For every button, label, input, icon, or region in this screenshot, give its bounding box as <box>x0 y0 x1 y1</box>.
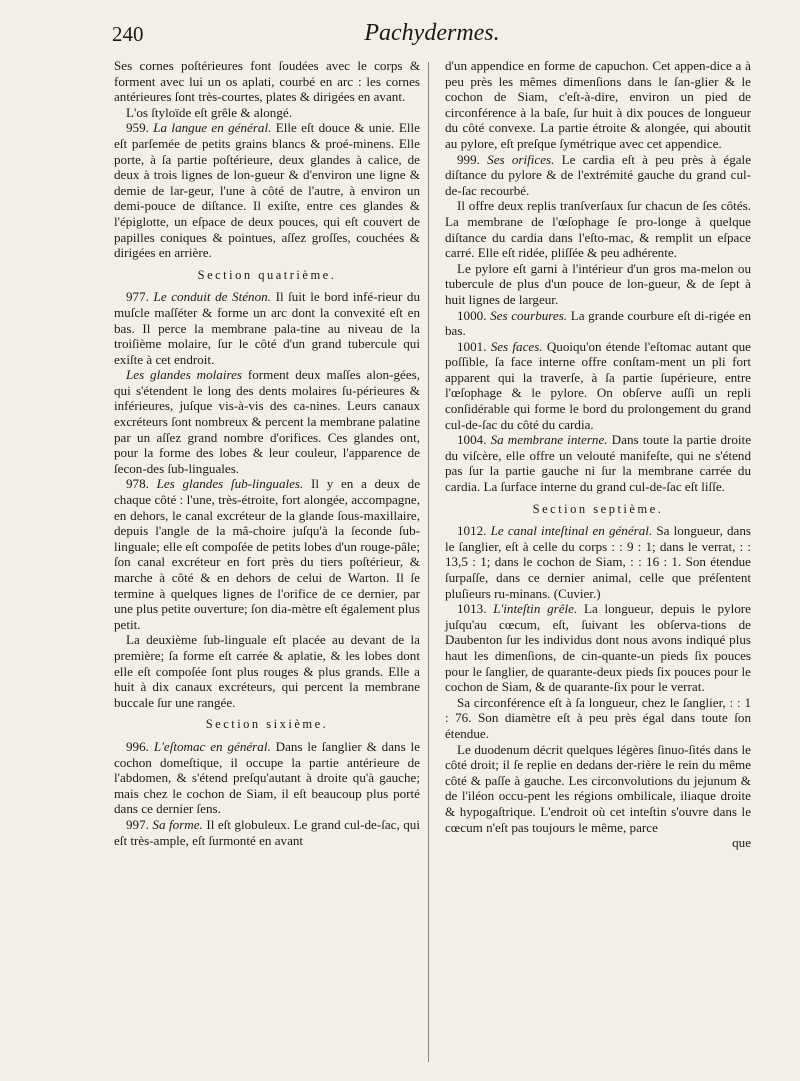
page-header <box>112 16 752 50</box>
section-heading: Section sixième. <box>205 717 329 732</box>
paragraph-title: Sa forme. <box>152 816 203 832</box>
paragraph-959 <box>114 120 420 260</box>
paragraph-number: 978. <box>126 476 149 492</box>
paragraph-continued: d'un appendice en forme de capuchon. Cet appen-dice a à peu près les mêmes dimenſions dans le ſan-glier & le cochon de Siam, c'eſt-à-dire, environ un pied de circonférence à la baſe, ſur huit à dix pouces de longueur du côté convexe. La partie étroite & alongée, qui aboutit au pylore, eſt preſque ſymétrique avec cet appendice. <box>445 58 751 151</box>
paragraph-number: 999. <box>457 151 480 167</box>
paragraph-1013 <box>445 601 751 695</box>
paragraph-number: 1000. <box>457 307 487 323</box>
paragraph-title: Le canal inteſtinal en général. <box>490 523 653 539</box>
column-divider <box>428 62 429 1062</box>
paragraph-os-styloide: L'os ſtyloïde eſt grêle & alongé. <box>126 104 292 120</box>
catchword: que <box>732 835 751 851</box>
paragraph-number: 1012. <box>457 523 487 539</box>
paragraph-text: Le cardia eſt à peu près à égale diſtance du pylore & de l'extrémité gauche du grand cul-de-ſac recourbé. <box>445 151 752 198</box>
paragraph-text: Il ſuit le bord infé-rieur du muſcle maſſéter & forme un arc dont la convexité eſt en bas. Il perce la membrane pala-tine au niveau de la troiſième molaire, ſur le côté d'un grand tubercule qui exiſte à cet endroit. <box>114 289 420 367</box>
paragraph-number: 1004. <box>457 432 487 448</box>
paragraph-text: Il eſt globuleux. Le grand cul-de-ſac, qui eſt très-ample, eſt ſurmonté en avant <box>114 816 420 848</box>
paragraph-977 <box>114 289 420 367</box>
right-column <box>445 58 751 851</box>
paragraph-978 <box>114 476 420 632</box>
paragraph-text: Quoiqu'on étende l'eſtomac autant que poſſible, ſa face interne offre conſtam-ment un pli fort apparent qui la traverſe, à ſa partie ſupérieure, entre l'œſophage & le pylore. On obſerve auſſi un repli conſidérable qui forme le bord du prolongement du grand cul-de-ſac du côté du cardia. <box>445 338 751 432</box>
page-number: 240 <box>112 22 144 46</box>
left-column <box>114 58 420 848</box>
paragraph-duodenum: Le duodenum décrit quelques légères ſinuo-ſités dans le côté droit; il ſe replie en dedans der-rière le rein du même côté & paſſe à gauche. Les circonvolutions du jejunum & de l'iléon occu-pent les régions ombilicale, iliaque droite & hypogaſtrique. L'endroit où cet inteſtin s'ouvre dans le cœcum n'eſt pas toujours le même, parce <box>445 741 751 835</box>
paragraph-997 <box>114 817 420 848</box>
paragraph-number: 996. <box>126 738 149 754</box>
paragraph-number: 1013. <box>457 601 487 617</box>
paragraph-title: La langue en général. <box>153 120 272 136</box>
running-title: Pachydermes. <box>364 20 500 46</box>
paragraph-title: Ses courbures. <box>490 307 568 323</box>
paragraph-number: 977. <box>126 289 149 305</box>
paragraph-title: Les glandes ſub-linguales. <box>156 476 304 492</box>
paragraph-1001 <box>445 339 751 433</box>
paragraph-text: forment deux maſſes alon-gées, qui s'étendent le long des dents molaires ſu-périeures & inférieures, juſque vis-à-vis des ca-nines. Leurs canaux excréteurs ſont nombreux & percent la membrane palatine par un aſſez grand nombre d'orifices. Ces glandes ont, pour la forme des lobes & leur couleur, l'apparence de ſecon-des ſub-linguales. <box>114 367 420 476</box>
paragraph-deuxieme-sub-linguale: La deuxième ſub-linguale eſt placée au devant de la première; ſa forme eſt carrée & aplatie, & les lobes dont elle eſt compoſée ſont plus rouges & plus grands. Elle a huit à dix canaux excréteurs, qui percent la membrane buccale ſur une rangée. <box>114 632 420 710</box>
paragraph-title: Sa membrane interne. <box>490 432 608 448</box>
paragraph-continued: Ses cornes poſtérieures font ſoudées avec le corps & forment avec lui un os aplati, courbé en arc : les cornes antérieures ſont très-courtes, plates & dirigées en avant. <box>114 58 420 105</box>
paragraph-text: La longueur, depuis le pylore juſqu'au cœcum, eſt, ſuivant les obſerva-tions de Daubenton ſur les individus dont nous avons indiqué plus haut les dimenſions, de cin-quante-un pieds ſix pouces pour le ſanglier, de quarante-deux pieds ſix pouces pour le cochon de Siam, & de quarante-ſix pour le verrat. <box>445 601 751 695</box>
paragraph-title: L'inteſtin grêle. <box>493 601 578 617</box>
paragraph-number: 959. <box>126 120 149 136</box>
paragraph-pylore: Le pylore eſt garni à l'intérieur d'un gros ma-melon ou tubercule de plus d'un pouce de lon-gueur, & de ſept à huit lignes de largeur. <box>445 260 751 307</box>
paragraph-text: Elle eſt douce & unie. Elle eſt parſemée de petits grains blancs & proé-minens. Elle porte, à ſa partie poſtérieure, deux glandes à calice, de deux à trois lignes de lon-gueur & d'environ une ligne & demie de lar-geur, l'une à côté de l'autre, à environ un demi-pouce de diſtance. Il exiſte, entre ces glandes & l'épiglotte, un eſpace de deux pouces, qui eſt couvert de papilles coniques & pointues, aſſez groſſes, couchées & dirigées en arrière. <box>114 120 420 261</box>
paragraph-title: L'eſtomac en général. <box>153 738 271 754</box>
paragraph-text: Dans le ſanglier & dans le cochon domeſtique, il occupe la partie antérieure de l'abdomen, & s'étend preſqu'autant à droite qu'à gauche; mais chez le cochon de Siam, il eſt beaucoup plus porté dans ce dernier ſens. <box>114 738 420 817</box>
paragraph-title: Le conduit de Sténon. <box>153 289 271 305</box>
section-heading: Section septième. <box>532 501 664 516</box>
paragraph-text: Il y en a deux de chaque côté : l'une, très-étroite, fort alongée, accompagne, en dehors, le canal excréteur de la glande ſous-maxillaire, depuis l'angle de la mâ-choire juſqu'à la ſeconde ſub-linguale; elle eſt compoſée de petits lobes d'un rouge-pâle; ſon canal excréteur en fort près du tiers poſtérieur, & marche à côté & en dehors de celui de Warton. Il ſe termine à quelques lignes de l'orifice de ce dernier, par une plus petite ouverture; ſon dia-mètre eſt également plus petit. <box>114 476 421 632</box>
paragraph-text: Sa longueur, dans le ſanglier, eſt à celle du corps : : 9 : 1; dans le verrat, : : 13,5 : 1; dans le cochon de Siam, : : 16 : 1. Son étendue ſurpaſſe, dans ce dernier animal, celle que préſentent pluſieurs ru-minans. (Cuvier.) <box>445 523 752 601</box>
section-heading: Section quatrième. <box>197 267 337 282</box>
paragraph-title: Les glandes molaires <box>126 367 242 383</box>
paragraph-text: Dans toute la partie droite du viſcère, elle offre un velouté manifeſte, qui ne s'étend pas ſur la partie gauche ni ſur la membrane carrée du cardia. La ſurface interne du grand cul-de-ſac eſt liſſe. <box>445 432 752 495</box>
paragraph-text: La grande courbure eſt di-rigée en bas. <box>445 307 751 339</box>
paragraph-title: Ses faces. <box>490 338 543 354</box>
paragraph-999 <box>445 152 751 199</box>
paragraph-title: Ses orifices. <box>487 151 555 167</box>
paragraph-number: 997. <box>126 816 149 832</box>
paragraph-1000 <box>445 308 751 339</box>
paragraph-replis: Il offre deux replis tranſverſaux ſur chacun de ſes côtés. La membrane de l'œſophage ſe pro-longe à quelque diſtance du cardia dans l'eſto-mac, & remplit un eſpace carré. Elle eſt ridée, pliſſée & peu adhérente. <box>445 198 751 261</box>
paragraph-1012 <box>445 523 751 601</box>
paragraph-glandes-molaires <box>114 367 420 476</box>
paragraph-996 <box>114 739 420 817</box>
paragraph-number: 1001. <box>457 338 487 354</box>
paragraph-circonference: Sa circonférence eſt à ſa longueur, chez le ſanglier, : : 1 : 76. Son diamètre eſt à peu près égal dans toute ſon étendue. <box>445 694 751 741</box>
paragraph-1004 <box>445 432 751 494</box>
